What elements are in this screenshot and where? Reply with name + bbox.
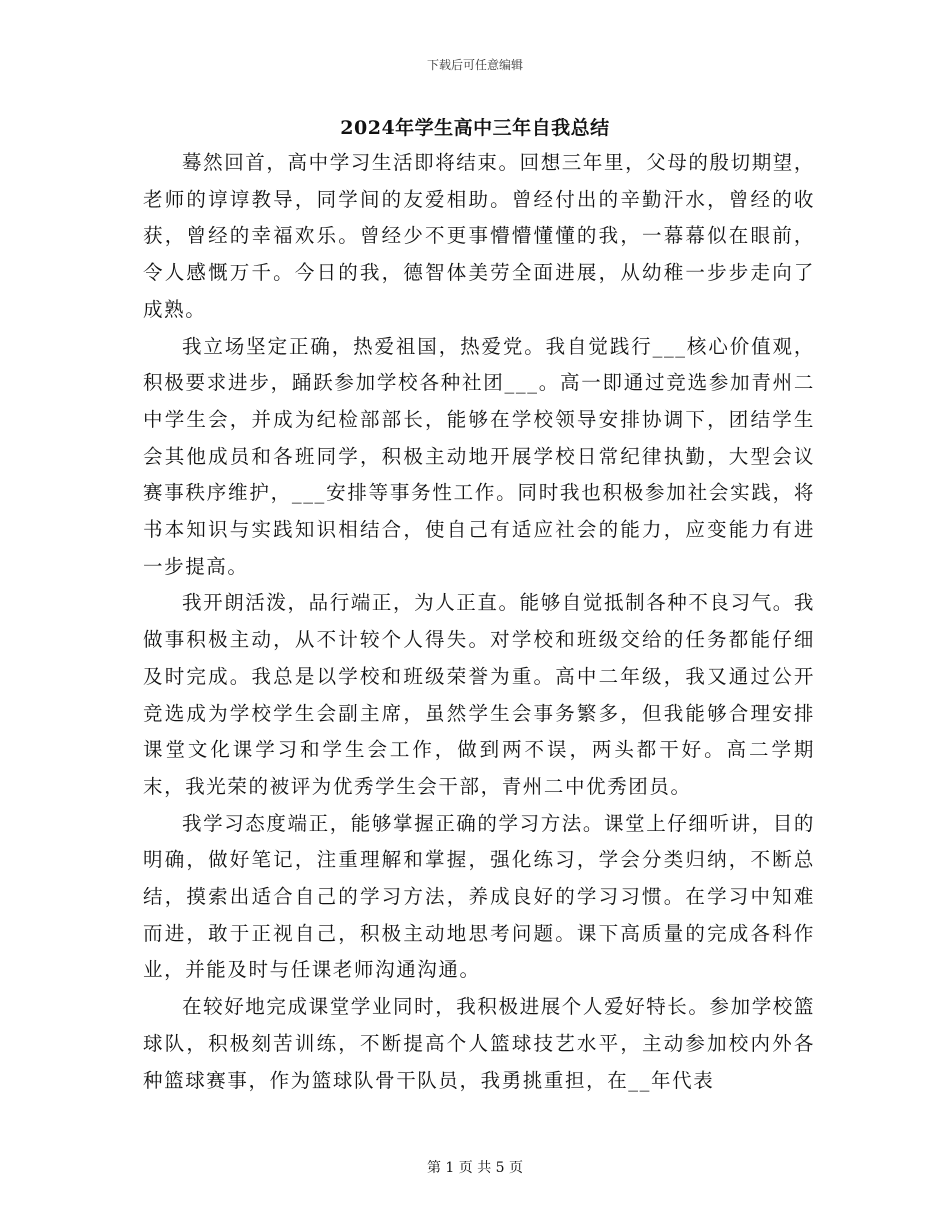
paragraph-4: 我学习态度端正，能够掌握正确的学习方法。课堂上仔细听讲，目的明确，做好笔记，注重理解和掌握，强化练习，学会分类归纳，不断总结，摸索出适合自己的学习方法，养成良好的学习习惯。在学习中知难而进，敢于正视自己，积极主动地思考问题。课下高质量的完成各科作业，并能及时与任课老师沟通沟通。 (143, 811, 816, 982)
paragraph-5: 在较好地完成课堂学业同时，我积极进展个人爱好特长。参加学校篮球队，积极刻苦训练，不断提高个人篮球技艺水平，主动参加校内外各种篮球赛事，作为篮球队骨干队员，我勇挑重担，在__年代表 (143, 995, 816, 1092)
document-title: 2024年学生高中三年自我总结 (340, 117, 610, 139)
document-body (143, 145, 815, 1099)
paragraph-2: 我立场坚定正确，热爱祖国，热爱党。我自觉践行___核心价值观，积极要求进步，踊跃参加学校各种社团___。高一即通过竞选参加青州二中学生会，并成为纪检部部长，能够在学校领导安排协调下，团结学生会其他成员和各班同学，积极主动地开展学校日常纪律执勤，大型会议赛事秩序维护，___安排等事务性工作。同时我也积极参加社会实践，将书本知识与实践知识相结合，使自己有适应社会的能力，应变能力有进一步提高。 (143, 334, 815, 578)
download-note: 下载后可任意编辑 (426, 58, 523, 72)
page-number: 第 1 页 共 5 页 (426, 1160, 524, 1176)
paragraph-1: 蓦然回首，高中学习生活即将结束。回想三年里，父母的殷切期望，老师的谆谆教导，同学间的友爱相助。曾经付出的辛勤汗水，曾经的收获，曾经的幸福欢乐。曾经少不更事懵懵懂懂的我，一幕幕似在眼前，令人感慨万千。今日的我，德智体美劳全面进展，从幼稚一步步走向了成熟。 (143, 151, 816, 321)
paragraph-3: 我开朗活泼，品行端正，为人正直。能够自觉抵制各种不良习气。我做事积极主动，从不计较个人得失。对学校和班级交给的任务都能仔细及时完成。我总是以学校和班级荣誉为重。高中二年级，我又通过公开竞选成为学校学生会副主席，虽然学生会事务繁多，但我能够合理安排课堂文化课学习和学生会工作，做到两不误，两头都干好。高二学期末，我光荣的被评为优秀学生会干部，青州二中优秀团员。 (143, 591, 816, 798)
